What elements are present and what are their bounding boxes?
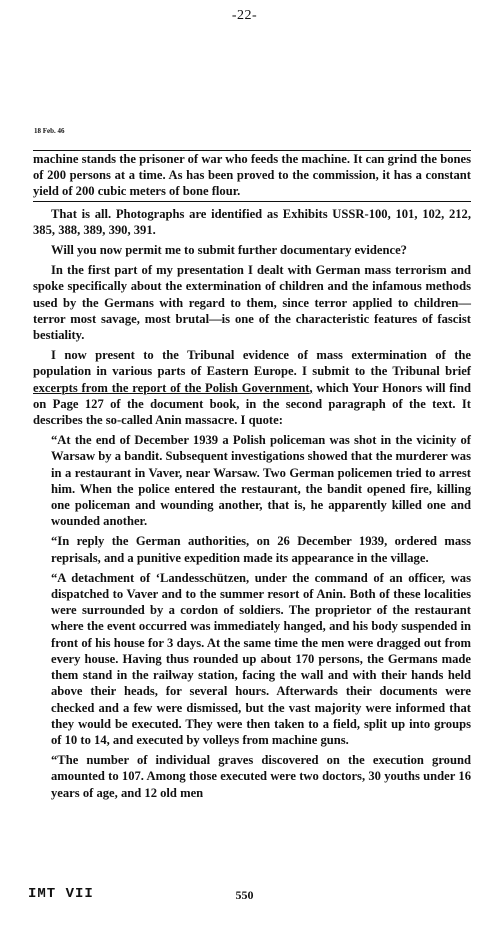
paragraph-request: Will you now permit me to submit further documentary evidence? bbox=[51, 243, 407, 258]
document-body bbox=[33, 150, 471, 805]
volume-label: IMT VII bbox=[28, 886, 94, 902]
footer-page-number: 550 bbox=[235, 888, 254, 902]
paragraph-exhibits: That is all. Photographs are identified as Exhibits USSR-100, 101, 102, 212, 385, 388, 389, 390, 391. bbox=[33, 206, 471, 237]
underlined-reference: excerpts from the report of the Polish Government, bbox=[33, 380, 313, 395]
paragraph-bone-mill: machine stands the prisoner of war who feeds the machine. It can grind the bones of 200 persons at a time. As has been proved to the commission, it has a constant yield of 200 cubic meters of bone flour. bbox=[33, 150, 471, 202]
text-segment: I now present to the Tribunal evidence of mass extermination of the population in various parts of Eastern Europe. I submit to the Tribunal brief bbox=[33, 348, 471, 379]
quote-paragraph: “At the end of December 1939 a Polish policeman was shot in the vicinity of Warsaw by a bandit. Subsequent investigations showed that the murderer was in a restaurant in Vaver, near Warsaw. Two German policemen tried to arrest him. When the police entered the restaurant, the bandit opened fire, killing one policeman and wounding another, that is, he apparently killed one and wounded another. bbox=[51, 433, 471, 529]
text-segment: which Your Honors will find on Page 127 of the document book, in the second paragraph of the text. It describes the so-called Anin massacre. I quote: bbox=[33, 380, 472, 428]
date-label: 18 Feb. 46 bbox=[34, 127, 65, 135]
page-number: -22- bbox=[231, 8, 258, 23]
quote-paragraph: “The number of individual graves discovered on the execution ground amounted to 107. Among those executed were two doctors, 30 youths under 16 years of age, and 12 old men bbox=[51, 753, 471, 800]
block-quote bbox=[33, 432, 471, 800]
paragraph-terrorism: In the first part of my presentation I dealt with German mass terrorism and spoke specifically about the extermination of children and the infamous methods used by the Germans with regard to them, since terror applied to children—terror most savage, most brutal—is one of the characteristic features of fascist bestiality. bbox=[33, 263, 471, 343]
paragraph-polish-report bbox=[33, 347, 471, 428]
quote-paragraph: “A detachment of ‘Landesschützen, under the command of an officer, was dispatched to Vaver and to the summer resort of Anin. Both of these localities were surrounded by a cordon of soldiers. The proprietor of the restaurant where the event occurred was immediately hanged, and his body suspended in front of his house for 3 days. At the same time the men were dragged out from every house. Having thus rounded up about 170 persons, the Germans made them stand in the railway station, facing the wall and with their hands held above their heads, for several hours. Afterwards their documents were checked and a few were dismissed, but the vast majority were informed that they would be executed. They were then taken to a field, split up into groups of 10 to 14, and executed by volleys from machine guns. bbox=[51, 570, 471, 747]
quote-paragraph: “In reply the German authorities, on 26 December 1939, ordered mass reprisals, and a punitive expedition made its appearance in the village. bbox=[51, 534, 471, 565]
